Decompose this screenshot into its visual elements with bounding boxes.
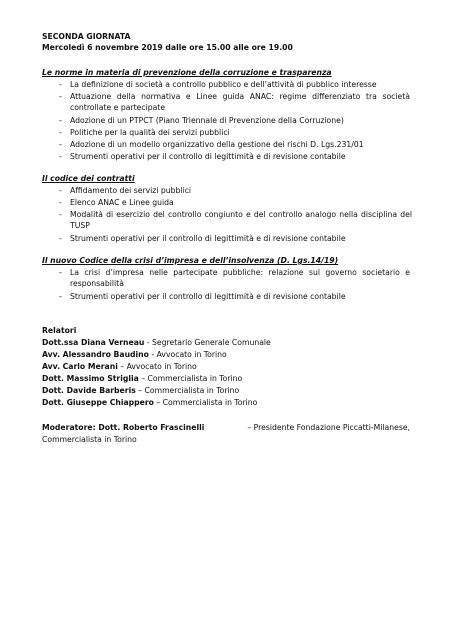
speaker-role: – Avvocato in Torino	[117, 362, 197, 371]
section-title-contratti: Il codice dei contratti	[42, 174, 135, 183]
speaker-role: – Commercialista in Torino	[135, 386, 240, 395]
speaker-name: Dott. Davide Barberis	[42, 386, 136, 395]
list-item: Affidamento dei servizi pubblici	[70, 186, 192, 195]
moderator-line	[42, 422, 410, 433]
moderator-label: Moderatore: Dott. Roberto Frascinelli	[42, 423, 205, 432]
bullet-dash: -	[59, 116, 62, 125]
list-item: Strumenti operativi per il controllo di legittimità e di revisione contabile	[70, 152, 346, 161]
list-item: La definizione di società a controllo pubblico e dell’attività di pubblico interesse	[70, 80, 377, 89]
bullet-dash: -	[59, 210, 62, 219]
list-item: Adozione di un modello organizzativo della gestione dei rischi D. Lgs.231/01	[70, 140, 364, 149]
bullet-dash: -	[59, 186, 62, 195]
day-heading: SECONDA GIORNATA	[42, 32, 131, 41]
bullet-dash: -	[59, 152, 62, 161]
bullet-dash: -	[59, 140, 62, 149]
list-item: Modalità di esercizio del controllo congiunto e del controllo analogo nella disciplina del TUSP	[70, 210, 412, 230]
section-title-corruzione: Le norme in materia di prevenzione della corruzione e trasparenza	[42, 68, 332, 77]
speaker-name: Dott. Giuseppe Chiappero	[42, 398, 154, 407]
bullet-dash: -	[59, 292, 62, 301]
speaker-name: Avv. Carlo Merani	[42, 362, 118, 371]
section-title-crisi: Il nuovo Codice della crisi d’impresa e dell’insolvenza (D. Lgs.14/19)	[42, 256, 339, 265]
speaker-name: Dott. Massimo Striglia	[42, 374, 139, 383]
list-item: Strumenti operativi per il controllo di legittimità e di revisione contabile	[70, 292, 346, 301]
moderator-role-cont: Commercialista in Torino	[42, 435, 137, 444]
speaker-row	[42, 337, 271, 348]
bullet-dash: -	[59, 92, 62, 101]
list-item: Politiche per la qualità dei servizi pubblici	[70, 128, 230, 137]
bullet-dash: -	[59, 234, 62, 243]
list-item: La crisi d’impresa nelle partecipate pubbliche: relazione sul governo societario e responsabilità	[70, 268, 410, 288]
bullet-dash: -	[59, 268, 62, 277]
speaker-role: - Segretario Generale Comunale	[144, 338, 271, 347]
bullet-dash: -	[59, 80, 62, 89]
speaker-row	[42, 385, 239, 396]
day-schedule: Mercoledì 6 novembre 2019 dalle ore 15.00 alle ore 19.00	[42, 43, 293, 52]
list-item: Elenco ANAC e Linee guida	[70, 198, 174, 207]
moderator-role: – Presidente Fondazione Piccatti-Milanese,	[247, 423, 410, 432]
speaker-role: – Commercialista in Torino	[153, 398, 258, 407]
speaker-role: - Avvocato in Torino	[148, 350, 227, 359]
speaker-name: Dott.ssa Diana Verneau	[42, 338, 145, 347]
speaker-row	[42, 397, 257, 408]
relatori-title: Relatori	[42, 326, 77, 335]
speaker-name: Avv. Alessandro Baudino	[42, 350, 149, 359]
list-item: Attuazione della normativa e Linee guida ANAC: regime differenziato tra società controllate e partecipate	[70, 92, 410, 112]
speaker-role: – Commercialista in Torino	[138, 374, 243, 383]
speaker-row	[42, 349, 227, 360]
list-item: Strumenti operativi per il controllo di legittimità e di revisione contabile	[70, 234, 346, 243]
bullet-dash: -	[59, 198, 62, 207]
speaker-row	[42, 373, 242, 384]
list-item: Adozione di un PTPCT (Piano Triennale di Prevenzione della Corruzione)	[70, 116, 344, 125]
speaker-row	[42, 361, 197, 372]
bullet-dash: -	[59, 128, 62, 137]
